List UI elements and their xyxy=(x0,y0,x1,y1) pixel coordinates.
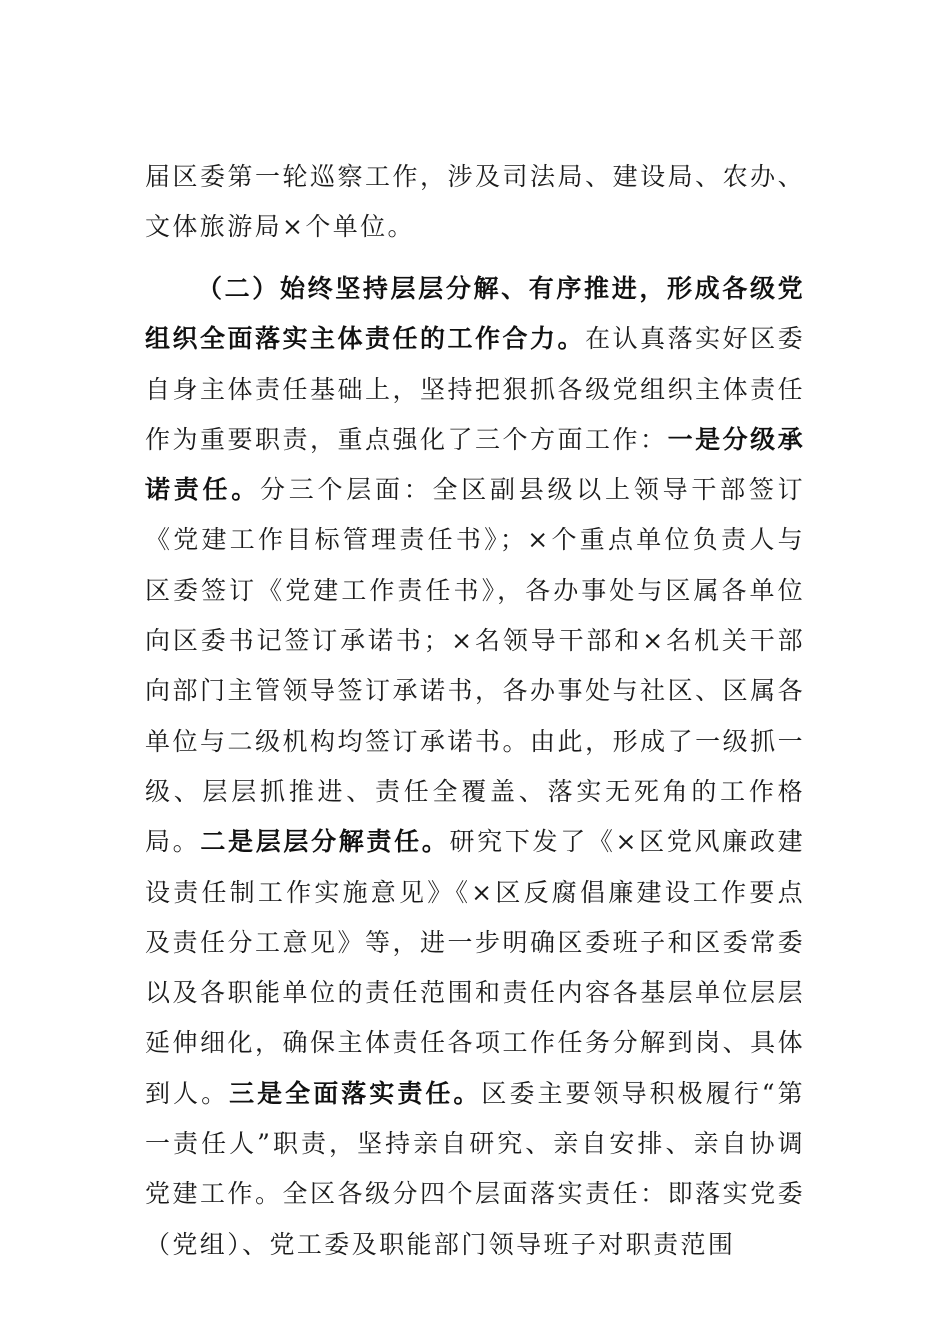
paragraph-text: 研究下发了《×区党风廉政建设责任制工作实施意见》《×区反腐倡廉建设工作要点及责任分工意见》等，进一步明确区委班子和区委常委以及各职能单位的责任范围和责任内容各基层单位层层延伸细化，确保主体责任各项工作任务分解到岗、具体到人。 xyxy=(145,827,805,1108)
paragraph-text: 区委主要领导积极履行“第一责任人”职责，坚持亲自研究、亲自安排、亲自协调党建工作。全区各级分四个层面落实责任：即落实党委（党组）、党工委及职能部门领导班子对职责范围 xyxy=(145,1078,805,1259)
paragraph-text: 分三个层面：全区副县级以上领导干部签订《党建工作目标管理责任书》；×个重点单位负责人与区委签订《党建工作责任书》，各办事处与区属各单位向区委书记签订承诺书；×名领导干部和×名机关干部向部门主管领导签订承诺书，各办事处与社区、区属各单位与二级机构均签订承诺书。由此，形成了一级抓一级、层层抓推进、责任全覆盖、落实无死角的工作格局。 xyxy=(145,475,805,857)
section-heading: （二）始终坚持层层分解、有序推进，形成各级党组织全面落实主体责任的工作合力。 xyxy=(145,274,805,354)
paragraph-text: 在认真落实好区委自身主体责任基础上，坚持把狠抓各级党组织主体责任作为重要职责，重点强化了三个方面工作： xyxy=(145,324,806,454)
point-three-heading: 三是全面落实责任。 xyxy=(229,1078,482,1108)
point-two-heading: 二是层层分解责任。 xyxy=(200,827,450,857)
point-one-heading: 一是分级承诺责任。 xyxy=(145,424,805,505)
paragraph-section-two xyxy=(145,264,805,1270)
paragraph-continued: 届区委第一轮巡察工作，涉及司法局、建设局、农办、文体旅游局×个单位。 xyxy=(145,162,805,242)
